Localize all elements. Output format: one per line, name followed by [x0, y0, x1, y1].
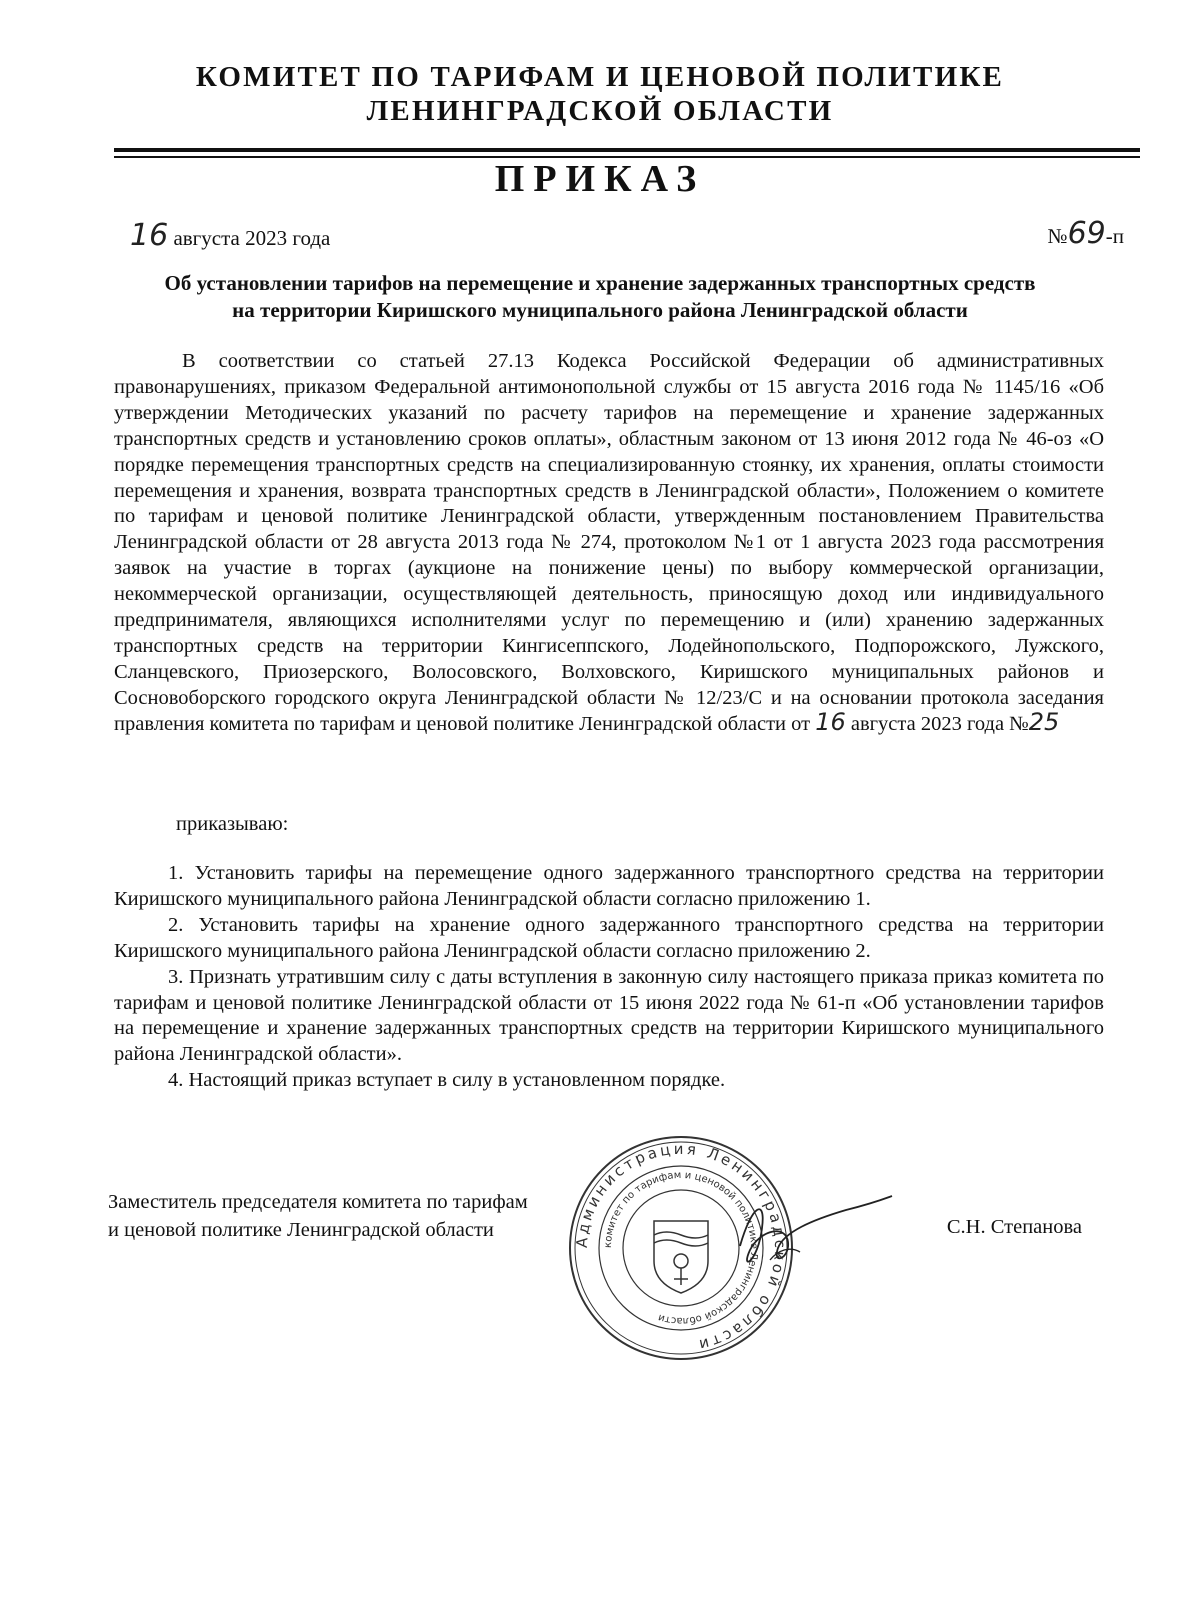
decree-word: приказываю:: [176, 813, 289, 835]
organization-header: [0, 60, 1200, 128]
order-items: [114, 861, 1104, 1094]
subject-line-1: Об установлении тарифов на перемещение и хранение задержанных транспортных средств: [164, 271, 1036, 295]
protocol-month-year: августа 2023 года №: [850, 712, 1029, 735]
organization-line-2: ЛЕНИНГРАДСКОЙ ОБЛАСТИ: [366, 95, 834, 127]
subject-line-2: на территории Киришского муниципального района Ленинградской области: [232, 298, 968, 322]
order-subject: [60, 270, 1140, 324]
number-suffix: -п: [1105, 224, 1124, 248]
document-number: [1048, 216, 1124, 251]
order-item: 1. Установить тарифы на перемещение одного задержанного транспортного средства на территории Киришского муниципального района Ленинградской области согласно приложению 1.: [114, 862, 1104, 910]
header-rule-thick: [114, 148, 1140, 152]
preamble: [114, 349, 1104, 738]
signatory-position-line-2: и ценовой политике Ленинградской области: [108, 1219, 494, 1241]
handwritten-protocol-number: 25: [1028, 707, 1060, 736]
seal-outer-text: Администрация Ленинградской области: [572, 1139, 790, 1355]
document-date: [130, 218, 330, 253]
handwritten-date-day: 16: [130, 218, 169, 253]
preamble-paragraph: [114, 349, 1104, 738]
date-month-year: августа 2023 года: [173, 226, 331, 250]
handwritten-protocol-day: 16: [815, 707, 846, 736]
order-item: 2. Установить тарифы на хранение одного задержанного транспортного средства на территории Киришского муниципального района Ленинградской области согласно приложению 2.: [114, 913, 1104, 962]
organization-line-1: КОМИТЕТ ПО ТАРИФАМ И ЦЕНОВОЙ ПОЛИТИКЕ: [195, 61, 1005, 93]
number-prefix: №: [1047, 224, 1068, 248]
document-type-title: ПРИКАЗ: [494, 158, 706, 200]
preamble-text: В соответствии со статьей 27.13 Кодекса Российской Федерации об административных правонарушениях, приказом Федеральной антимонопольной службы от 15 августа 2016 года № 1145/16 «Об утверждении Методических указаний по расчету тарифов на перемещение и хранение задержанных транспортных средств и установлению сроков оплаты», областным законом от 13 июня 2012 года № 46-оз «О порядке перемещения транспортных средств на специализированную стоянку, их хранения, оплаты стоимости перемещения и хранения, возврата транспортных средств в Ленинградской области», Положением о комитете по тарифам и ценовой политике Ленинградской области, утвержденным постановлением Правительства Ленинградской области от 28 августа 2013 года № 274, протоколом №1 от 1 августа 2023 года рассмотрения заявок на участие в торгах (аукционе на понижение цены) по выбору коммерческой организации, некоммерческой организации, осуществляющей деятельность, приносящую доход или индивидуального предпринимателя, являющихся исполнителями услуг по перемещению и (или) хранению задержанных транспортных средств на территории Кингисеппского, Лодейнопольского, Подпорожского, Лужского, Сланцевского, Приозерского, Волосовского, Волховского, Киришского муниципальных районов и Сосновоборского городского округа Ленинградской области № 12/23/С и на основании протокола заседания правления комитета по тарифам и ценовой политике Ленинградской области от: [114, 350, 1104, 735]
handwritten-number: 69: [1067, 216, 1106, 251]
signatory-name: С.Н. Степанова: [946, 1216, 1082, 1238]
signatory-position-line-1: Заместитель председателя комитета по тарифам: [108, 1191, 528, 1213]
seal-inner-text: комитет по тарифам и ценовой политике Ленинградской области: [602, 1169, 760, 1327]
order-item: 3. Признать утратившим силу с даты вступления в законную силу настоящего приказа приказ комитета по тарифам и ценовой политике Ленинградской области от 15 июня 2022 года № 61-п «Об установлении тарифов на перемещение и хранение задержанных транспортных средств на территории Киришского муниципального района Ленинградской области».: [114, 965, 1104, 1066]
signatory-position: [108, 1188, 528, 1244]
handwritten-signature: [700, 1176, 900, 1286]
order-item: 4. Настоящий приказ вступает в силу в установленном порядке.: [168, 1069, 726, 1092]
